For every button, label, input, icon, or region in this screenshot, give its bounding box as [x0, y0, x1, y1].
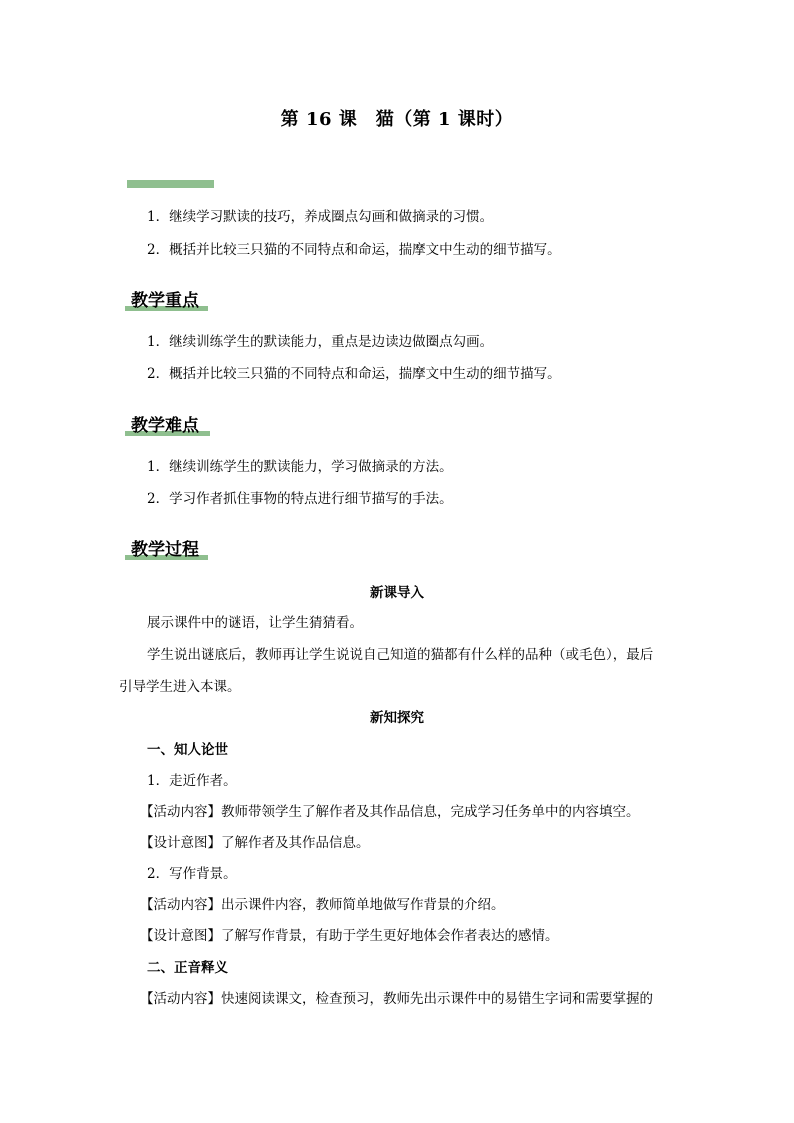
intro-paragraph-2a: 学生说出谜底后，教师再让学生说说自己知道的猫都有什么样的品种（或毛色），最后 [147, 647, 654, 663]
part-1-line-6: 【设计意图】了解写作背景，有助于学生更好地体会作者表达的感情。 [140, 928, 559, 944]
difficulties-heading: 教学难点 [131, 416, 199, 436]
part-1-line-4: 2．写作背景。 [147, 866, 237, 882]
part-1-line-2: 【活动内容】教师带领学生了解作者及其作品信息，完成学习任务单中的内容填空。 [140, 804, 640, 820]
part-1-heading: 一、知人论世 [147, 742, 228, 758]
difficulty-item-1: 1．继续训练学生的默读能力，学习做摘录的方法。 [147, 459, 453, 475]
part-2-line-1: 【活动内容】快速阅读课文，检查预习，教师先出示课件中的易错生字词和需要掌握的 [140, 991, 653, 1007]
part-1-line-3: 【设计意图】了解作者及其作品信息。 [140, 835, 370, 851]
objectives-heading-bar [127, 180, 214, 188]
intro-title: 新课导入 [370, 585, 424, 601]
process-heading: 教学过程 [131, 540, 199, 560]
page-title: 第 16 课 猫（第 1 课时） [280, 109, 514, 130]
intro-paragraph-2b: 引导学生进入本课。 [119, 679, 241, 695]
key-points-heading: 教学重点 [131, 291, 199, 311]
key-point-item-1: 1．继续训练学生的默读能力，重点是边读边做圈点勾画。 [147, 334, 494, 350]
part-2-heading: 二、正音释义 [147, 960, 228, 976]
intro-paragraph-1: 展示课件中的谜语，让学生猜猜看。 [147, 615, 363, 631]
explore-title: 新知探究 [370, 710, 424, 726]
part-1-line-1: 1．走近作者。 [147, 773, 237, 789]
part-1-line-5: 【活动内容】出示课件内容，教师简单地做写作背景的介绍。 [140, 897, 505, 913]
key-point-item-2: 2．概括并比较三只猫的不同特点和命运，揣摩文中生动的细节描写。 [147, 366, 561, 382]
objective-item-2: 2．概括并比较三只猫的不同特点和命运，揣摩文中生动的细节描写。 [147, 242, 561, 258]
difficulty-item-2: 2．学习作者抓住事物的特点进行细节描写的手法。 [147, 491, 453, 507]
objective-item-1: 1．继续学习默读的技巧，养成圈点勾画和做摘录的习惯。 [147, 209, 494, 225]
